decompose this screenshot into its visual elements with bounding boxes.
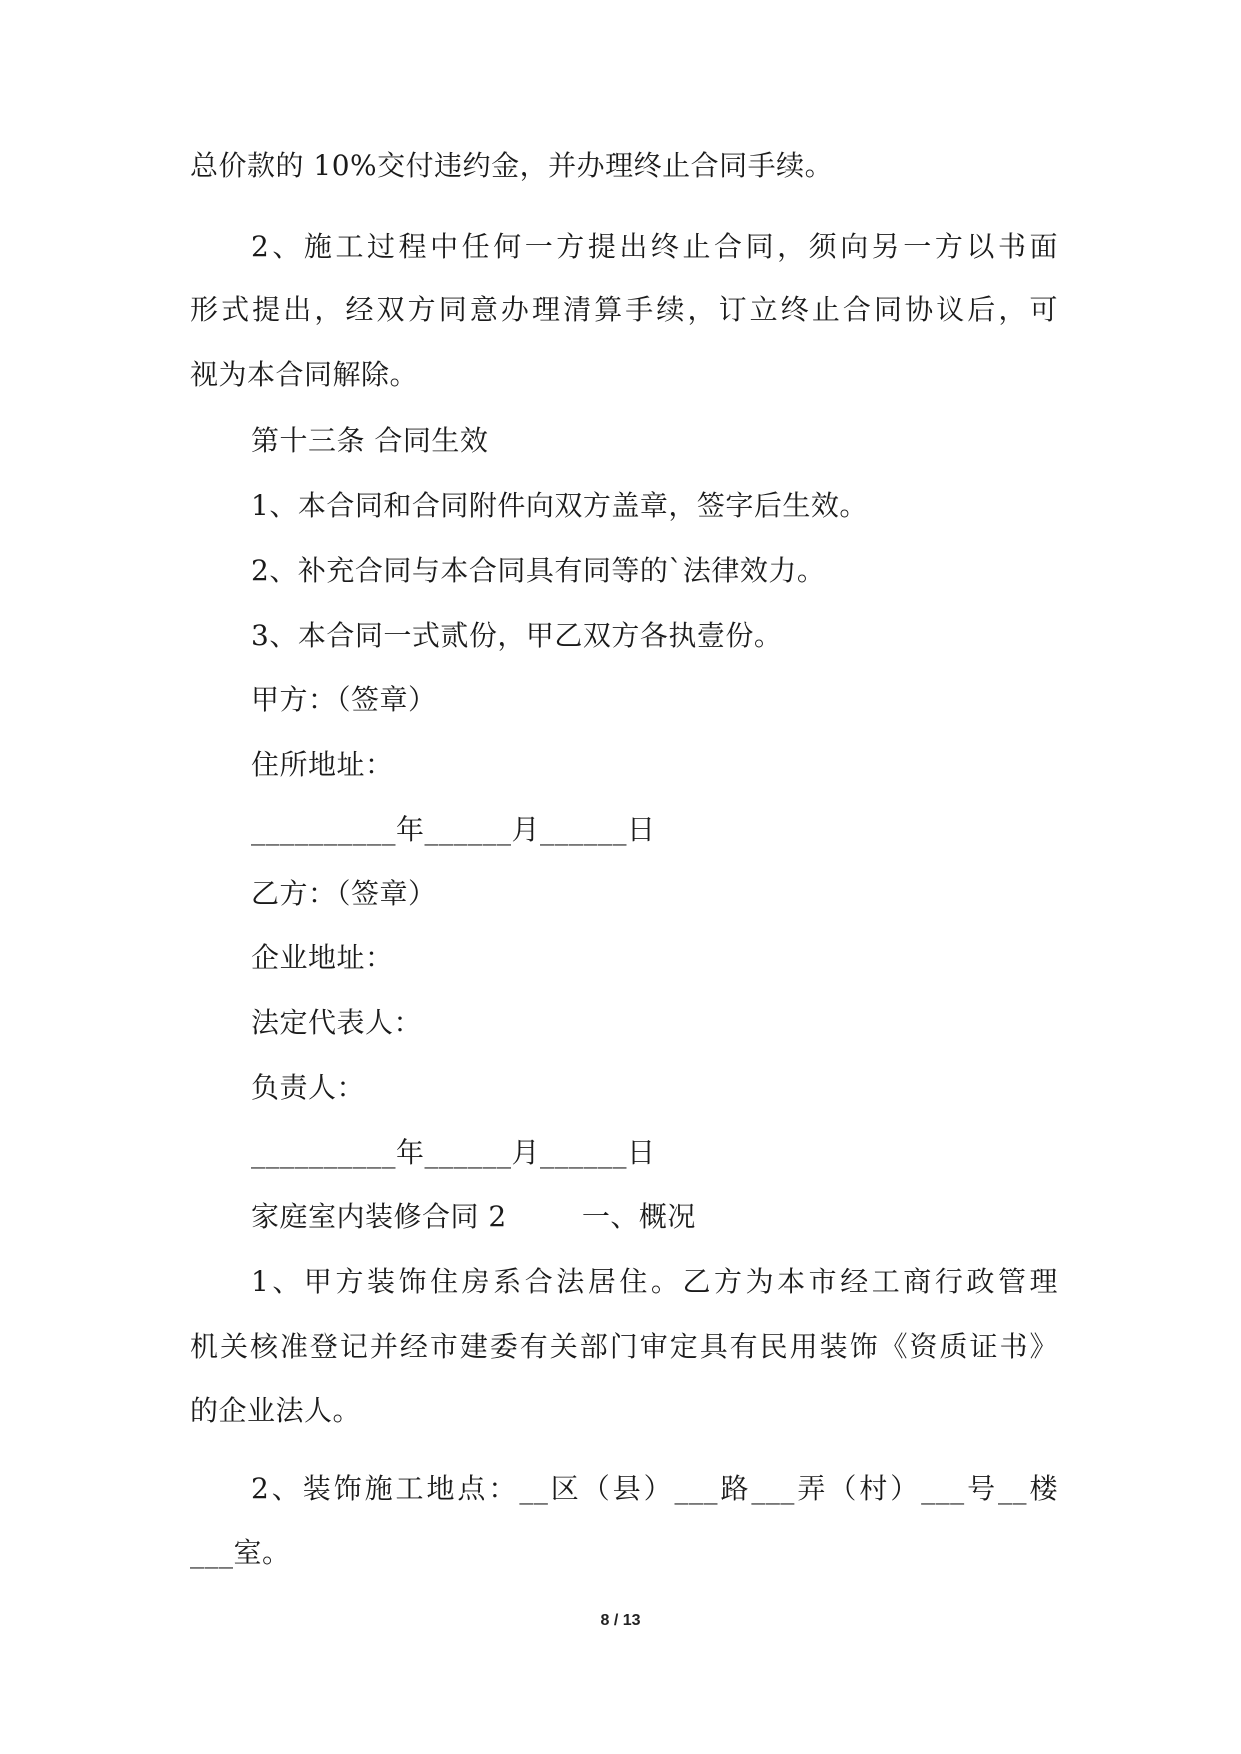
section-heading: 第十三条 合同生效 <box>251 424 489 457</box>
party-a-signature-label: 甲方：（签章） <box>251 683 437 716</box>
page-number: 8 / 13 <box>600 1612 641 1629</box>
paragraph-line: ___室。 <box>190 1536 291 1569</box>
party-b-signature-label: 乙方：（签章） <box>251 877 437 910</box>
paragraph-line: 1、甲方装饰住房系合法居住。乙方为本市经工商行政管理 <box>251 1265 1058 1298</box>
paragraph-line: 2、装饰施工地点：__区（县）___路___弄（村）___号__楼 <box>251 1472 1058 1505</box>
clause-line: 2、补充合同与本合同具有同等的`法律效力。 <box>251 554 826 587</box>
date-blank-line: __________年______月______日 <box>251 1136 656 1169</box>
contract-title-line: 家庭室内装修合同 2 一、概况 <box>251 1200 696 1233</box>
paragraph-line: 形式提出，经双方同意办理清算手续，订立终止合同协议后，可 <box>190 293 1058 326</box>
clause-line: 3、本合同一式贰份，甲乙双方各执壹份。 <box>251 619 783 652</box>
responsible-person-label: 负责人： <box>251 1071 366 1104</box>
paragraph-line: 的企业法人。 <box>190 1394 362 1427</box>
paragraph-line: 视为本合同解除。 <box>190 358 419 391</box>
paragraph-line: 2、施工过程中任何一方提出终止合同，须向另一方以书面 <box>251 230 1058 263</box>
party-b-address-label: 企业地址： <box>251 941 394 974</box>
date-blank-line: __________年______月______日 <box>251 813 656 846</box>
legal-representative-label: 法定代表人： <box>251 1006 423 1039</box>
paragraph-line: 机关核准登记并经市建委有关部门审定具有民用装饰《资质证书》 <box>190 1330 1058 1363</box>
clause-line: 1、本合同和合同附件向双方盖章，签字后生效。 <box>251 489 868 522</box>
paragraph-line: 总价款的 10%交付违约金，并办理终止合同手续。 <box>190 149 834 182</box>
party-a-address-label: 住所地址： <box>251 748 394 781</box>
